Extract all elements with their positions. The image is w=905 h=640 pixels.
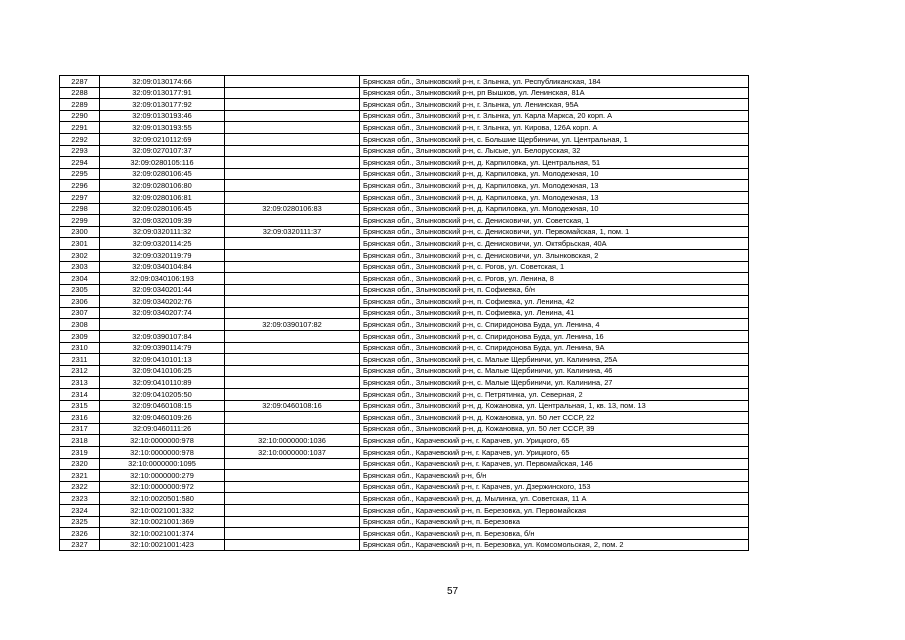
page-number: 57 [446, 586, 459, 597]
related-cadastral-number-cell [225, 273, 360, 285]
related-cadastral-number-cell [225, 365, 360, 377]
related-cadastral-number-cell [225, 307, 360, 319]
row-number-cell: 2315 [60, 400, 100, 412]
address-cell: Брянская обл., Злынковский р-н, п. Софиевка, ул. Ленина, 41 [360, 307, 749, 319]
related-cadastral-number-cell [225, 133, 360, 145]
address-cell: Брянская обл., Злынковский р-н, д. Карпиловка, ул. Молодежная, 10 [360, 168, 749, 180]
row-number-cell: 2292 [60, 133, 100, 145]
table-body [60, 76, 749, 551]
address-cell: Брянская обл., Злынковский р-н, с. Рогов, ул. Советская, 1 [360, 261, 749, 273]
table-row [60, 76, 749, 88]
cadastral-number-cell [100, 319, 225, 331]
address-cell: Брянская обл., Злынковский р-н, с. Малые Щербиничи, ул. Калинина, 25А [360, 354, 749, 366]
related-cadastral-number-cell [225, 412, 360, 424]
row-number-cell: 2327 [60, 539, 100, 551]
related-cadastral-number-cell [225, 377, 360, 389]
related-cadastral-number-cell [225, 191, 360, 203]
row-number-cell: 2295 [60, 168, 100, 180]
table-row [60, 133, 749, 145]
row-number-cell: 2290 [60, 110, 100, 122]
address-cell: Брянская обл., Злынковский р-н, г. Злынка, ул. Ленинская, 95А [360, 99, 749, 111]
table-row [60, 493, 749, 505]
related-cadastral-number-cell [225, 481, 360, 493]
address-cell: Брянская обл., Карачевский р-н, г. Карачев, ул. Урицкого, 65 [360, 435, 749, 447]
table-row [60, 423, 749, 435]
cadastral-number-cell: 32:10:0021001:374 [100, 528, 225, 540]
row-number-cell: 2301 [60, 238, 100, 250]
table-row [60, 354, 749, 366]
address-cell: Брянская обл., Злынковский р-н, с. Спиридонова Буда, ул. Ленина, 4 [360, 319, 749, 331]
table-row [60, 284, 749, 296]
row-number-cell: 2310 [60, 342, 100, 354]
cadastral-number-cell: 32:09:0130193:55 [100, 122, 225, 134]
row-number-cell: 2287 [60, 76, 100, 88]
address-cell: Брянская обл., Карачевский р-н, г. Карачев, ул. Дзержинского, 153 [360, 481, 749, 493]
related-cadastral-number-cell: 32:10:0000000:1036 [225, 435, 360, 447]
related-cadastral-number-cell [225, 145, 360, 157]
cadastral-number-cell: 32:09:0280106:81 [100, 191, 225, 203]
cadastral-number-cell: 32:10:0021001:369 [100, 516, 225, 528]
table-row [60, 157, 749, 169]
row-number-cell: 2317 [60, 423, 100, 435]
row-number-cell: 2307 [60, 307, 100, 319]
table-row [60, 319, 749, 331]
row-number-cell: 2303 [60, 261, 100, 273]
row-number-cell: 2326 [60, 528, 100, 540]
related-cadastral-number-cell [225, 493, 360, 505]
table-row [60, 516, 749, 528]
cadastral-number-cell: 32:09:0320111:32 [100, 226, 225, 238]
related-cadastral-number-cell [225, 238, 360, 250]
cadastral-number-cell: 32:09:0340202:76 [100, 296, 225, 308]
related-cadastral-number-cell [225, 284, 360, 296]
address-cell: Брянская обл., Злынковский р-н, п. Софиевка, ул. Ленина, 42 [360, 296, 749, 308]
cadastral-number-cell: 32:09:0460108:15 [100, 400, 225, 412]
address-cell: Брянская обл., Злынковский р-н, г. Злынка, ул. Карла Маркса, 20 корп. А [360, 110, 749, 122]
row-number-cell: 2318 [60, 435, 100, 447]
row-number-cell: 2309 [60, 331, 100, 343]
address-cell: Брянская обл., Карачевский р-н, п. Березовка, б/н [360, 528, 749, 540]
table-row [60, 215, 749, 227]
cadastral-number-cell: 32:09:0340207:74 [100, 307, 225, 319]
cadastral-number-cell: 32:09:0410205:50 [100, 389, 225, 401]
row-number-cell: 2305 [60, 284, 100, 296]
table-row [60, 470, 749, 482]
cadastral-number-cell: 32:10:0000000:1095 [100, 458, 225, 470]
address-cell: Брянская обл., Карачевский р-н, б/н [360, 470, 749, 482]
related-cadastral-number-cell [225, 296, 360, 308]
address-cell: Брянская обл., Злынковский р-н, с. Петрятинка, ул. Северная, 2 [360, 389, 749, 401]
address-cell: Брянская обл., Злынковский р-н, с. Денисковичи, ул. Советская, 1 [360, 215, 749, 227]
cadastral-number-cell: 32:09:0390107:84 [100, 331, 225, 343]
table-row [60, 458, 749, 470]
cadastral-number-cell: 32:10:0000000:972 [100, 481, 225, 493]
cadastral-number-cell: 32:10:0000000:978 [100, 447, 225, 459]
cadastral-number-cell: 32:10:0000000:279 [100, 470, 225, 482]
table-row [60, 447, 749, 459]
table-row [60, 226, 749, 238]
table-row [60, 203, 749, 215]
cadastral-number-cell: 32:09:0130174:66 [100, 76, 225, 88]
cadastral-number-cell: 32:09:0340104:84 [100, 261, 225, 273]
address-cell: Брянская обл., Злынковский р-н, д. Кожановка, ул. Центральная, 1, кв. 13, пом. 13 [360, 400, 749, 412]
address-cell: Брянская обл., Злынковский р-н, г. Злынка, ул. Кирова, 126А корп. А [360, 122, 749, 134]
row-number-cell: 2304 [60, 273, 100, 285]
table-row [60, 99, 749, 111]
address-cell: Брянская обл., Злынковский р-н, с. Спиридонова Буда, ул. Ленина, 16 [360, 331, 749, 343]
table-row [60, 412, 749, 424]
related-cadastral-number-cell [225, 99, 360, 111]
row-number-cell: 2311 [60, 354, 100, 366]
row-number-cell: 2308 [60, 319, 100, 331]
table-row [60, 504, 749, 516]
related-cadastral-number-cell [225, 389, 360, 401]
cadastral-number-cell: 32:09:0460109:26 [100, 412, 225, 424]
cadastral-number-cell: 32:09:0410110:89 [100, 377, 225, 389]
table-row [60, 180, 749, 192]
related-cadastral-number-cell [225, 215, 360, 227]
table-row [60, 481, 749, 493]
row-number-cell: 2324 [60, 504, 100, 516]
cadastral-number-cell: 32:09:0410106:25 [100, 365, 225, 377]
related-cadastral-number-cell [225, 76, 360, 88]
row-number-cell: 2288 [60, 87, 100, 99]
address-cell: Брянская обл., Злынковский р-н, д. Кожановка, ул. 50 лет СССР, 22 [360, 412, 749, 424]
address-cell: Брянская обл., Злынковский р-н, д. Кожановка, ул. 50 лет СССР, 39 [360, 423, 749, 435]
cadastral-number-cell: 32:09:0340201:44 [100, 284, 225, 296]
address-cell: Брянская обл., Злынковский р-н, п. Софиевка, б/н [360, 284, 749, 296]
address-cell: Брянская обл., Карачевский р-н, п. Березовка, ул. Первомайская [360, 504, 749, 516]
address-cell: Брянская обл., Карачевский р-н, г. Карачев, ул. Урицкого, 65 [360, 447, 749, 459]
address-cell: Брянская обл., Злынковский р-н, с. Лысые, ул. Белорусская, 32 [360, 145, 749, 157]
row-number-cell: 2299 [60, 215, 100, 227]
row-number-cell: 2289 [60, 99, 100, 111]
related-cadastral-number-cell [225, 180, 360, 192]
table-row [60, 539, 749, 551]
address-cell: Брянская обл., Злынковский р-н, с. Спиридонова Буда, ул. Ленина, 9А [360, 342, 749, 354]
table-row [60, 307, 749, 319]
address-cell: Брянская обл., Злынковский р-н, д. Карпиловка, ул. Молодежная, 13 [360, 191, 749, 203]
address-cell: Брянская обл., Злынковский р-н, с. Малые Щербиничи, ул. Калинина, 27 [360, 377, 749, 389]
address-cell: Брянская обл., Злынковский р-н, с. Рогов, ул. Ленина, 8 [360, 273, 749, 285]
cadastral-number-cell: 32:09:0340106:193 [100, 273, 225, 285]
cadastral-number-cell: 32:09:0210112:69 [100, 133, 225, 145]
cadastral-number-cell: 32:09:0280106:45 [100, 168, 225, 180]
cadastral-number-cell: 32:10:0020501:580 [100, 493, 225, 505]
row-number-cell: 2294 [60, 157, 100, 169]
row-number-cell: 2322 [60, 481, 100, 493]
address-cell: Брянская обл., Карачевский р-н, г. Карачев, ул. Первомайская, 146 [360, 458, 749, 470]
address-cell: Брянская обл., Карачевский р-н, п. Березовка, ул. Комсомольская, 2, пом. 2 [360, 539, 749, 551]
related-cadastral-number-cell [225, 249, 360, 261]
related-cadastral-number-cell [225, 261, 360, 273]
row-number-cell: 2314 [60, 389, 100, 401]
cadastral-number-cell: 32:09:0320119:79 [100, 249, 225, 261]
row-number-cell: 2297 [60, 191, 100, 203]
row-number-cell: 2291 [60, 122, 100, 134]
table-row [60, 168, 749, 180]
cadastral-number-cell: 32:10:0000000:978 [100, 435, 225, 447]
table-row [60, 110, 749, 122]
cadastral-number-cell: 32:10:0021001:332 [100, 504, 225, 516]
row-number-cell: 2312 [60, 365, 100, 377]
address-cell: Брянская обл., Злынковский р-н, д. Карпиловка, ул. Молодежная, 10 [360, 203, 749, 215]
related-cadastral-number-cell [225, 458, 360, 470]
table-row [60, 249, 749, 261]
address-cell: Брянская обл., Карачевский р-н, д. Мылинка, ул. Советская, 11 А [360, 493, 749, 505]
table-row [60, 389, 749, 401]
related-cadastral-number-cell [225, 470, 360, 482]
related-cadastral-number-cell [225, 87, 360, 99]
address-cell: Брянская обл., Злынковский р-н, г. Злынка, ул. Республиканская, 184 [360, 76, 749, 88]
table-row [60, 435, 749, 447]
row-number-cell: 2300 [60, 226, 100, 238]
cadastral-number-cell: 32:09:0280106:45 [100, 203, 225, 215]
related-cadastral-number-cell [225, 528, 360, 540]
table-row [60, 296, 749, 308]
row-number-cell: 2313 [60, 377, 100, 389]
related-cadastral-number-cell [225, 539, 360, 551]
property-table [59, 75, 749, 551]
cadastral-number-cell: 32:09:0460111:26 [100, 423, 225, 435]
row-number-cell: 2306 [60, 296, 100, 308]
related-cadastral-number-cell: 32:10:0000000:1037 [225, 447, 360, 459]
related-cadastral-number-cell: 32:09:0460108:16 [225, 400, 360, 412]
table-row [60, 273, 749, 285]
table-row [60, 400, 749, 412]
row-number-cell: 2296 [60, 180, 100, 192]
table-row [60, 331, 749, 343]
table-row [60, 342, 749, 354]
related-cadastral-number-cell [225, 331, 360, 343]
row-number-cell: 2293 [60, 145, 100, 157]
table-row [60, 365, 749, 377]
cadastral-number-cell: 32:09:0320114:25 [100, 238, 225, 250]
cadastral-number-cell: 32:09:0130177:92 [100, 99, 225, 111]
address-cell: Брянская обл., Злынковский р-н, с. Денисковичи, ул. Первомайская, 1, пом. 1 [360, 226, 749, 238]
table-row [60, 87, 749, 99]
related-cadastral-number-cell [225, 122, 360, 134]
table-row [60, 528, 749, 540]
address-cell: Брянская обл., Злынковский р-н, рп Вышков, ул. Ленинская, 81А [360, 87, 749, 99]
cadastral-number-cell: 32:09:0270107:37 [100, 145, 225, 157]
address-cell: Брянская обл., Злынковский р-н, д. Карпиловка, ул. Молодежная, 13 [360, 180, 749, 192]
related-cadastral-number-cell [225, 168, 360, 180]
related-cadastral-number-cell [225, 354, 360, 366]
table-row [60, 122, 749, 134]
row-number-cell: 2316 [60, 412, 100, 424]
address-cell: Брянская обл., Злынковский р-н, с. Большие Щербиничи, ул. Центральная, 1 [360, 133, 749, 145]
related-cadastral-number-cell [225, 342, 360, 354]
table-row [60, 261, 749, 273]
cadastral-number-cell: 32:09:0410101:13 [100, 354, 225, 366]
table-row [60, 238, 749, 250]
table-row [60, 191, 749, 203]
address-cell: Брянская обл., Карачевский р-н, п. Березовка [360, 516, 749, 528]
table-row [60, 377, 749, 389]
related-cadastral-number-cell [225, 423, 360, 435]
cadastral-number-cell: 32:09:0280105:116 [100, 157, 225, 169]
row-number-cell: 2323 [60, 493, 100, 505]
related-cadastral-number-cell [225, 157, 360, 169]
cadastral-number-cell: 32:09:0320109:39 [100, 215, 225, 227]
related-cadastral-number-cell: 32:09:0320111:37 [225, 226, 360, 238]
row-number-cell: 2298 [60, 203, 100, 215]
address-cell: Брянская обл., Злынковский р-н, с. Денисковичи, ул. Октябрьская, 40А [360, 238, 749, 250]
cadastral-number-cell: 32:09:0390114:79 [100, 342, 225, 354]
cadastral-number-cell: 32:09:0280106:80 [100, 180, 225, 192]
address-cell: Брянская обл., Злынковский р-н, с. Денисковичи, ул. Злынковская, 2 [360, 249, 749, 261]
row-number-cell: 2302 [60, 249, 100, 261]
table-row [60, 145, 749, 157]
related-cadastral-number-cell [225, 504, 360, 516]
row-number-cell: 2320 [60, 458, 100, 470]
address-cell: Брянская обл., Злынковский р-н, д. Карпиловка, ул. Центральная, 51 [360, 157, 749, 169]
related-cadastral-number-cell [225, 110, 360, 122]
cadastral-number-cell: 32:09:0130177:91 [100, 87, 225, 99]
related-cadastral-number-cell: 32:09:0390107:82 [225, 319, 360, 331]
related-cadastral-number-cell: 32:09:0280106:83 [225, 203, 360, 215]
row-number-cell: 2321 [60, 470, 100, 482]
address-cell: Брянская обл., Злынковский р-н, с. Малые Щербиничи, ул. Калинина, 46 [360, 365, 749, 377]
cadastral-number-cell: 32:10:0021001:423 [100, 539, 225, 551]
row-number-cell: 2319 [60, 447, 100, 459]
cadastral-number-cell: 32:09:0130193:46 [100, 110, 225, 122]
row-number-cell: 2325 [60, 516, 100, 528]
related-cadastral-number-cell [225, 516, 360, 528]
